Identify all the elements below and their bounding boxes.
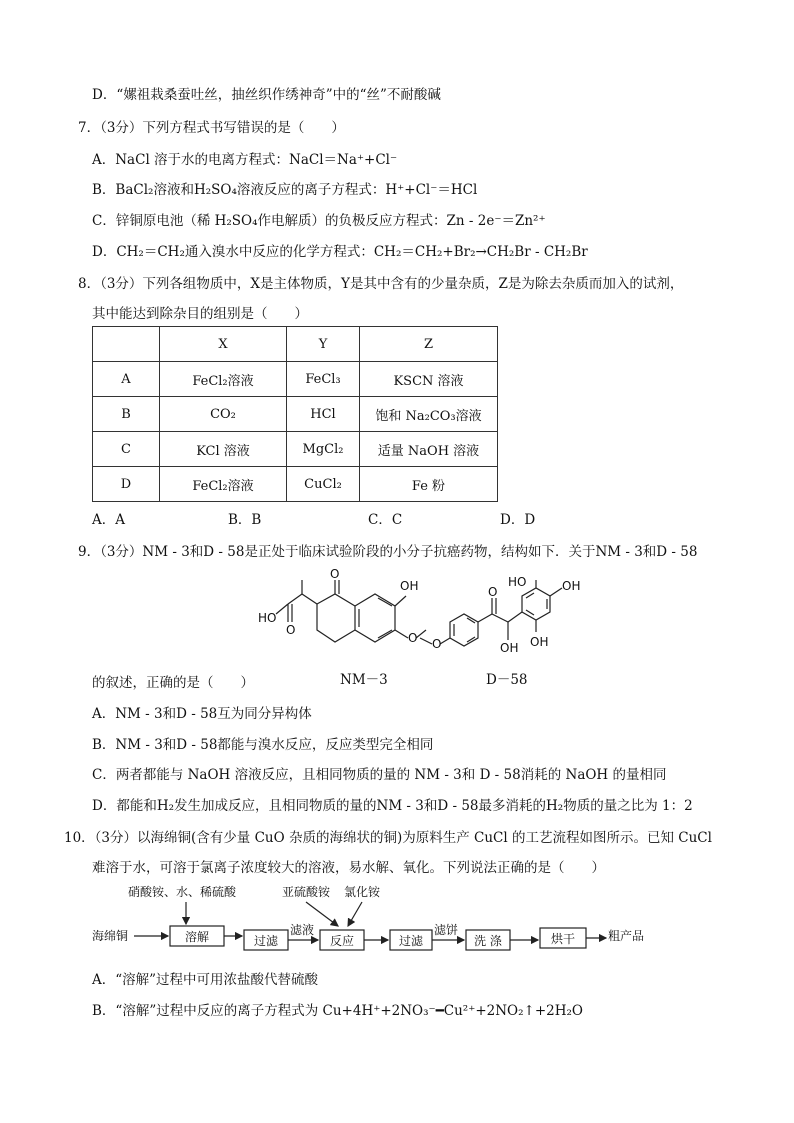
q9-option-a: A．NM - 3和D - 58互为同分异构体 bbox=[92, 706, 312, 722]
table-cell: D bbox=[93, 467, 160, 502]
table-cell: KSCN 溶液 bbox=[360, 362, 498, 397]
flow-end: 粗产品 bbox=[608, 929, 645, 943]
molecule-label-nm3: NM－3 bbox=[340, 672, 388, 688]
table-header-cell bbox=[93, 327, 160, 362]
table-header-row bbox=[93, 327, 498, 362]
table-row bbox=[93, 432, 498, 467]
table-row bbox=[93, 467, 498, 502]
label-oh: OH bbox=[500, 641, 519, 655]
table-row bbox=[93, 397, 498, 432]
q10-stem-line1: 10．（3分）以海绵铜(含有少量 CuO 杂质的海绵状的铜)为原料生产 CuCl 的工艺流程如图所示。已知 CuCl bbox=[64, 830, 712, 846]
flow-cake: 滤饼 bbox=[434, 923, 459, 937]
table-cell: Fe 粉 bbox=[360, 467, 498, 502]
q8-choice-d: D．D bbox=[500, 512, 536, 528]
table-cell: CO₂ bbox=[160, 397, 287, 432]
q9-stem-line1: 9．（3分）NM - 3和D - 58是正处于临床试验阶段的小分子抗癌药物，结构如下．关于NM - 3和D - 58 bbox=[78, 544, 698, 560]
label-o: O bbox=[488, 585, 498, 599]
molecule-structures bbox=[250, 566, 610, 686]
process-flow-diagram bbox=[92, 880, 692, 960]
label-ho: HO bbox=[258, 611, 277, 625]
table-cell: 适量 NaOH 溶液 bbox=[360, 432, 498, 467]
label-oh: OH bbox=[530, 635, 549, 649]
q7-option-d: D．CH₂＝CH₂通入溴水中反应的化学方程式：CH₂＝CH₂+Br₂→CH₂Br - CH₂Br bbox=[92, 244, 588, 260]
table-cell: HCl bbox=[287, 397, 360, 432]
label-ho: HO bbox=[508, 575, 527, 589]
table-cell: C bbox=[93, 432, 160, 467]
q6-option-d: D．“嫘祖栽桑蚕吐丝，抽丝织作绣神奇”中的“丝”不耐酸碱 bbox=[92, 87, 441, 103]
flow-step-label: 洗 涤 bbox=[474, 934, 502, 948]
q7-stem: 7．（3分）下列方程式书写错误的是（ ） bbox=[78, 120, 345, 136]
label-o: O bbox=[408, 631, 418, 645]
flow-reagent-1: 硝酸铵、水、稀硫酸 bbox=[128, 885, 237, 899]
q9-stem-line2: 的叙述，正确的是（ ） bbox=[92, 675, 254, 691]
q8-stem-line2: 其中能达到除杂目的组别是（ ） bbox=[92, 306, 308, 322]
q7-option-c: C．锌铜原电池（稀 H₂SO₄作电解质）的负极反应方程式：Zn - 2e⁻＝Zn²⁺ bbox=[92, 213, 546, 229]
table-cell: 饱和 Na₂CO₃溶液 bbox=[360, 397, 498, 432]
table-cell: CuCl₂ bbox=[287, 467, 360, 502]
flow-filtrate: 滤液 bbox=[290, 923, 315, 937]
table-header-cell: Z bbox=[360, 327, 498, 362]
molecule-label-d58: D－58 bbox=[486, 672, 528, 688]
table-header-cell: X bbox=[160, 327, 287, 362]
label-o: O bbox=[286, 623, 296, 637]
flow-start: 海绵铜 bbox=[92, 929, 129, 943]
table-cell: FeCl₂溶液 bbox=[160, 467, 287, 502]
label-oh: OH bbox=[562, 579, 581, 593]
q8-choice-a: A．A bbox=[92, 512, 125, 528]
q10-stem-line2: 难溶于水，可溶于氯离子浓度较大的溶液，易水解、氧化。下列说法正确的是（ ） bbox=[92, 860, 605, 876]
q8-choice-c: C．C bbox=[368, 512, 403, 528]
table-cell: FeCl₂溶液 bbox=[160, 362, 287, 397]
table-cell: A bbox=[93, 362, 160, 397]
flow-step-label: 溶解 bbox=[184, 930, 210, 944]
q9-option-b: B．NM - 3和D - 58都能与溴水反应，反应类型完全相同 bbox=[92, 737, 434, 753]
q9-option-d: D．都能和H₂发生加成反应，且相同物质的量的NM - 3和D - 58最多消耗的H₂物质的量之比为 1：2 bbox=[92, 798, 693, 814]
table-cell: FeCl₃ bbox=[287, 362, 360, 397]
q8-stem-line1: 8．（3分）下列各组物质中，X是主体物质，Y是其中含有的少量杂质，Z是为除去杂质而加入的试剂， bbox=[78, 276, 684, 292]
q8-table bbox=[92, 326, 498, 502]
flow-step-label: 过滤 bbox=[253, 934, 279, 948]
flow-reagent-2: 亚硫酸铵 bbox=[282, 885, 331, 899]
flow-reagent-3: 氯化铵 bbox=[344, 885, 381, 899]
table-cell: MgCl₂ bbox=[287, 432, 360, 467]
label-oh: OH bbox=[400, 579, 419, 593]
flow-step-label: 烘干 bbox=[550, 932, 576, 946]
q8-choice-b: B．B bbox=[228, 512, 262, 528]
table-row bbox=[93, 362, 498, 397]
q7-option-b: B．BaCl₂溶液和H₂SO₄溶液反应的离子方程式：H⁺+Cl⁻＝HCl bbox=[92, 182, 478, 198]
q10-option-a: A．“溶解”过程中可用浓盐酸代替硫酸 bbox=[92, 972, 319, 988]
table-cell: KCl 溶液 bbox=[160, 432, 287, 467]
label-o: O bbox=[432, 637, 442, 651]
q10-option-b: B．“溶解”过程中反应的离子方程式为 Cu+4H⁺+2NO₃⁻━Cu²⁺+2NO₂↑+2H₂O bbox=[92, 1003, 584, 1019]
flow-step-label: 过滤 bbox=[398, 934, 424, 948]
q7-option-a: A．NaCl 溶于水的电离方程式：NaCl＝Na⁺+Cl⁻ bbox=[92, 152, 398, 168]
flow-step-label: 反应 bbox=[329, 934, 355, 948]
table-cell: B bbox=[93, 397, 160, 432]
q9-option-c: C．两者都能与 NaOH 溶液反应，且相同物质的量的 NM - 3和 D - 58消耗的 NaOH 的量相同 bbox=[92, 767, 667, 783]
label-o: O bbox=[330, 567, 340, 581]
table-header-cell: Y bbox=[287, 327, 360, 362]
